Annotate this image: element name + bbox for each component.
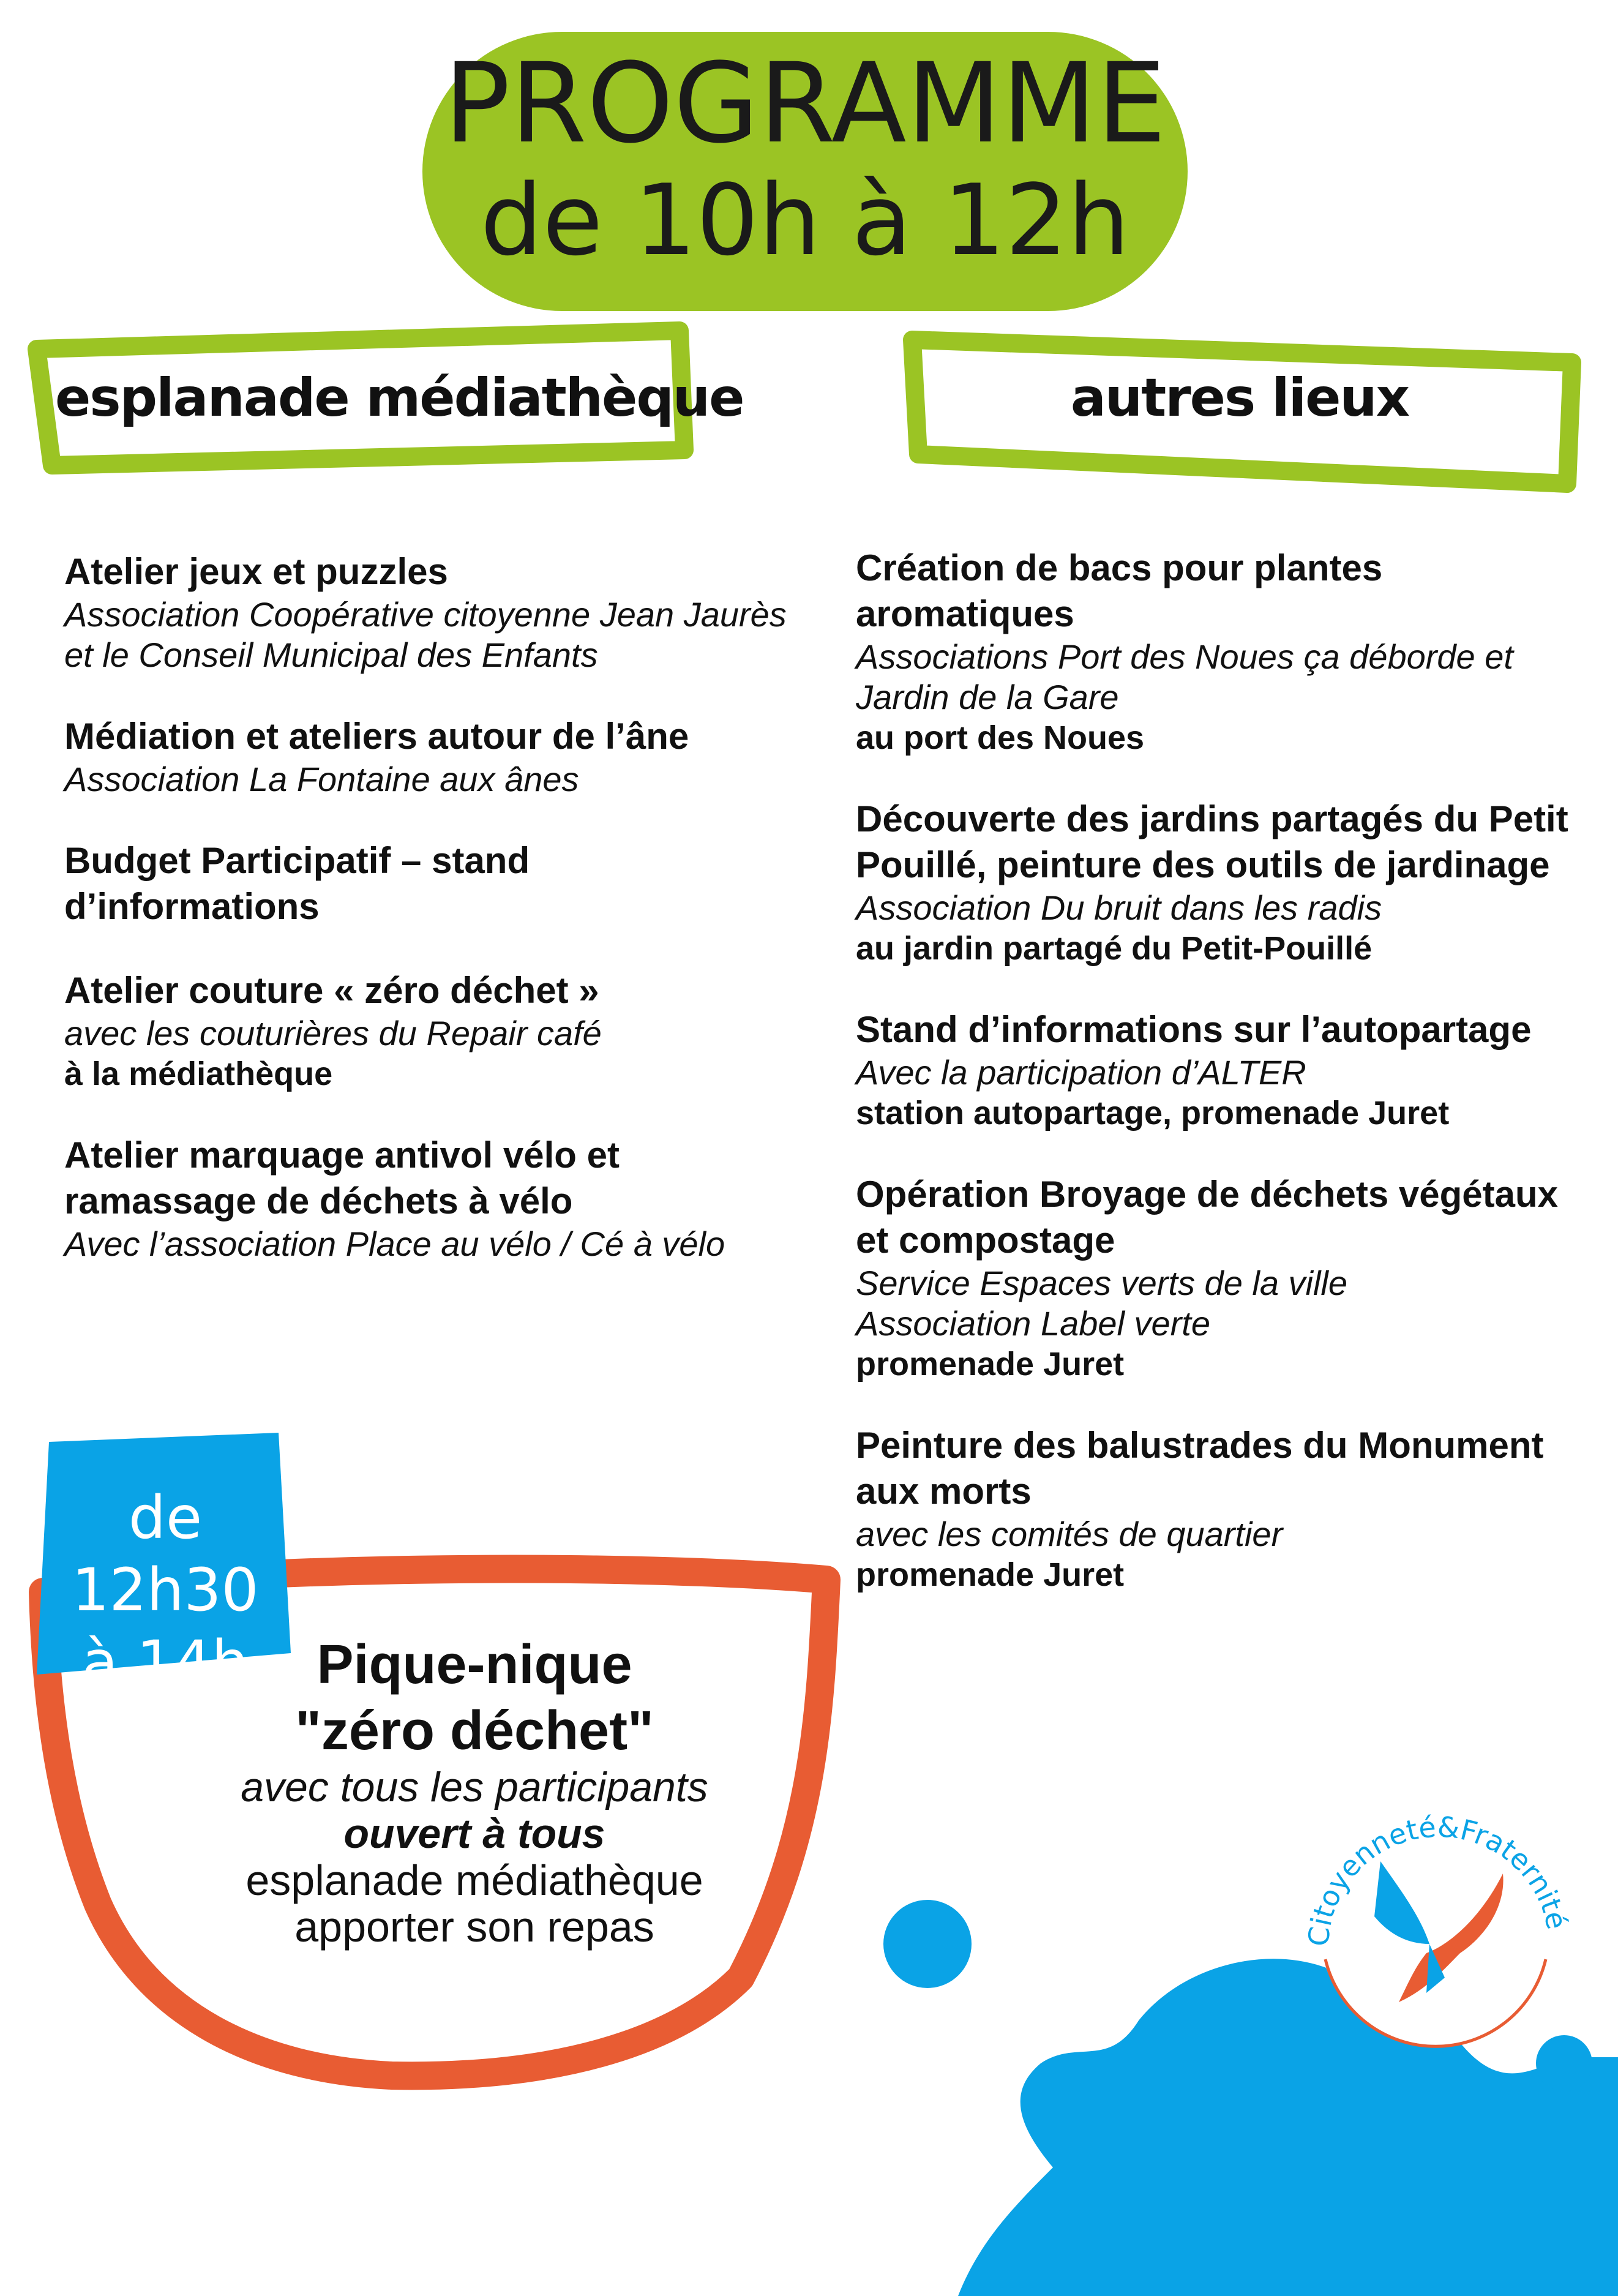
- picnic-line-2: ouvert à tous: [343, 1810, 605, 1857]
- item-location: promenade Juret: [856, 1346, 1125, 1382]
- item-title: Médiation et ateliers autour de l’âne: [64, 716, 689, 757]
- list-item: [856, 1007, 1590, 1133]
- logo-text: Citoyenneté&Fraternité: [1302, 1810, 1574, 1948]
- item-title: Création de bacs pour plantes aromatiques: [856, 547, 1383, 634]
- item-title: Découverte des jardins partagés du Petit Pouillé, peinture des outils de jardinage: [856, 798, 1568, 885]
- picnic-line-4: apporter son repas: [294, 1903, 654, 1951]
- item-location: au jardin partagé du Petit-Pouillé: [856, 930, 1373, 967]
- item-title: Peinture des balustrades du Monument aux morts: [856, 1425, 1544, 1512]
- picnic-title-2: "zéro déchet": [295, 1700, 654, 1761]
- list-item: [856, 796, 1590, 969]
- title-line-2: de 10h à 12h: [480, 163, 1130, 277]
- list-item: [64, 549, 793, 675]
- left-column: [64, 549, 793, 1302]
- list-item: [64, 838, 793, 929]
- item-title: Budget Participatif – stand d’informations: [64, 840, 530, 927]
- item-subtitle: Association La Fontaine aux ânes: [64, 760, 579, 798]
- item-title: Opération Broyage de déchets végétaux et compostage: [856, 1174, 1559, 1261]
- item-subtitle: Service Espaces verts de la ville Association Label verte: [856, 1264, 1348, 1343]
- list-item: [64, 713, 793, 800]
- list-item: [64, 1132, 793, 1264]
- item-subtitle: avec les couturières du Repair café: [64, 1014, 602, 1052]
- item-location: au port des Noues: [856, 719, 1145, 756]
- list-item: [856, 1422, 1590, 1595]
- left-heading: esplanade médiathèque: [55, 367, 744, 429]
- list-item: [856, 545, 1590, 758]
- list-item: [856, 1171, 1590, 1384]
- item-subtitle: Association Coopérative citoyenne Jean Jaurès et le Conseil Municipal des Enfants: [64, 595, 787, 674]
- item-subtitle: Associations Port des Noues ça déborde et Jardin de la Gare: [856, 637, 1513, 716]
- item-location: promenade Juret: [856, 1556, 1125, 1593]
- list-item: [64, 967, 793, 1094]
- item-location: station autopartage, promenade Juret: [856, 1095, 1450, 1131]
- item-title: Stand d’informations sur l’autopartage: [856, 1009, 1532, 1050]
- picnic-block: [184, 1632, 765, 1950]
- picnic-line-1: avec tous les participants: [241, 1764, 708, 1810]
- item-title: Atelier marquage antivol vélo et ramassage de déchets à vélo: [64, 1135, 620, 1221]
- right-column: [856, 545, 1590, 1633]
- title-line-1: PROGRAMME: [443, 40, 1167, 168]
- time-line-2: à 14h: [81, 1628, 249, 1697]
- time-line-1: de 12h30: [72, 1484, 259, 1624]
- item-title: Atelier jeux et puzzles: [64, 551, 448, 592]
- picnic-title-1: Pique-nique: [316, 1634, 632, 1695]
- item-subtitle: Avec la participation d’ALTER: [856, 1053, 1306, 1092]
- right-heading: autres lieux: [1070, 367, 1409, 429]
- item-subtitle: Association Du bruit dans les radis: [856, 888, 1382, 927]
- item-title: Atelier couture « zéro déchet »: [64, 970, 599, 1011]
- item-subtitle: Avec l’association Place au vélo / Cé à vélo: [64, 1225, 725, 1263]
- item-subtitle: avec les comités de quartier: [856, 1515, 1283, 1553]
- svg-text:Citoyenneté&Fraternité: [1302, 1810, 1573, 1948]
- item-location: à la médiathèque: [64, 1056, 333, 1092]
- picnic-line-3: esplanade médiathèque: [245, 1856, 703, 1904]
- page-title: [429, 40, 1182, 277]
